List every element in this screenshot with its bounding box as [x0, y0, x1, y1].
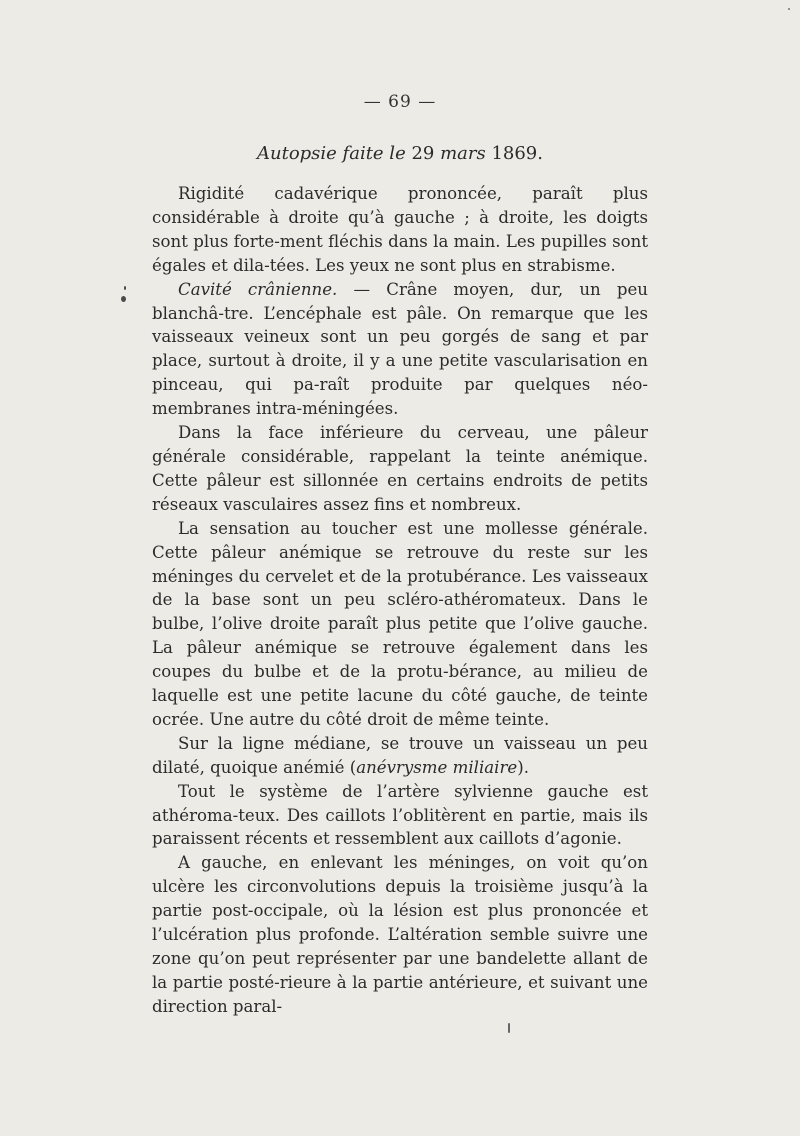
paragraph-text: Rigidité cadavérique prononcée, paraît plus considérable à droite qu’à gauche ; à droite, les doigts sont plus forte-ment fléchis dans la main. Les pupilles sont égales et dila-tées. Les yeux ne sont plus en strabisme.	[152, 184, 648, 275]
paragraph-text: Tout le système de l’artère sylvienne gauche est athéroma-teux. Des caillots l’oblitèrent en partie, mais ils paraissent récents et ressemblent aux caillots d’agonie.	[152, 781, 648, 849]
paragraph-ligne-mediane	[152, 732, 648, 780]
paragraph-sensation	[152, 517, 648, 732]
paragraph-face-inferieure	[152, 421, 648, 517]
paragraph-text: Sur la ligne médiane, se trouve un vaisseau un peu dilaté, quoique anémié (	[152, 733, 648, 777]
paragraph-a-gauche	[152, 851, 648, 1018]
heading-prefix: Autopsie faite le	[257, 143, 412, 164]
paragraph-italic: anévrysme miliaire	[356, 757, 518, 777]
paper-speck	[788, 8, 790, 10]
paragraph-lead: Cavité crânienne.	[178, 279, 338, 299]
paragraph-rigidite	[152, 182, 648, 278]
paragraph-text: Dans la face inférieure du cerveau, une pâleur générale considérable, rappelant la teinte anémique. Cette pâleur est sillonnée en certains endroits de petits réseaux vasculaires assez fins et nombreux.	[152, 423, 648, 514]
section-heading	[0, 143, 800, 164]
paper-speck	[121, 296, 126, 302]
paragraph-tail: ).	[517, 757, 529, 777]
page-number: — 69 —	[363, 92, 437, 112]
body-text	[152, 182, 648, 1019]
paragraph-systeme-sylvien	[152, 780, 648, 852]
paper-speck	[508, 1023, 510, 1033]
heading-month: mars	[434, 143, 492, 164]
paragraph-text: A gauche, en enlevant les méninges, on voit qu’on ulcère les circonvolutions depuis la troisième jusqu’à la partie post-occipale, où la lésion est plus prononcée et l’ulcération plus profonde. L’altération semble suivre une zone qu’on peut représenter par une bandelette allant de la partie posté-rieure à la partie antérieure, et suivant une direction paral-	[152, 853, 648, 1016]
heading-year: 1869.	[491, 143, 543, 164]
paragraph-cavite-cranienne	[152, 278, 648, 421]
paragraph-text: La sensation au toucher est une mollesse générale. Cette pâleur anémique se retrouve du reste sur les méninges du cervelet et de la protubérance. Les vaisseaux de la base sont un peu scléro-athéromateux. Dans le bulbe, l’olive droite paraît plus petite que l’olive gauche. La pâleur anémique se retrouve également dans les coupes du bulbe et de la protu-bérance, au milieu de laquelle est une petite lacune du côté gauche, de teinte ocrée. Une autre du côté droit de même teinte.	[152, 518, 648, 729]
paragraph-text: — Crâne moyen, dur, un peu blanchâ-tre. L’encéphale est pâle. On remarque que les vaisseaux veineux sont un peu gorgés de sang et par place, surtout à droite, il y a une petite vascularisation en pinceau, qui pa-raît produite par quelques néo-membranes intra-méningées.	[152, 279, 648, 419]
heading-date: 29	[411, 143, 435, 164]
paper-speck	[124, 286, 126, 290]
